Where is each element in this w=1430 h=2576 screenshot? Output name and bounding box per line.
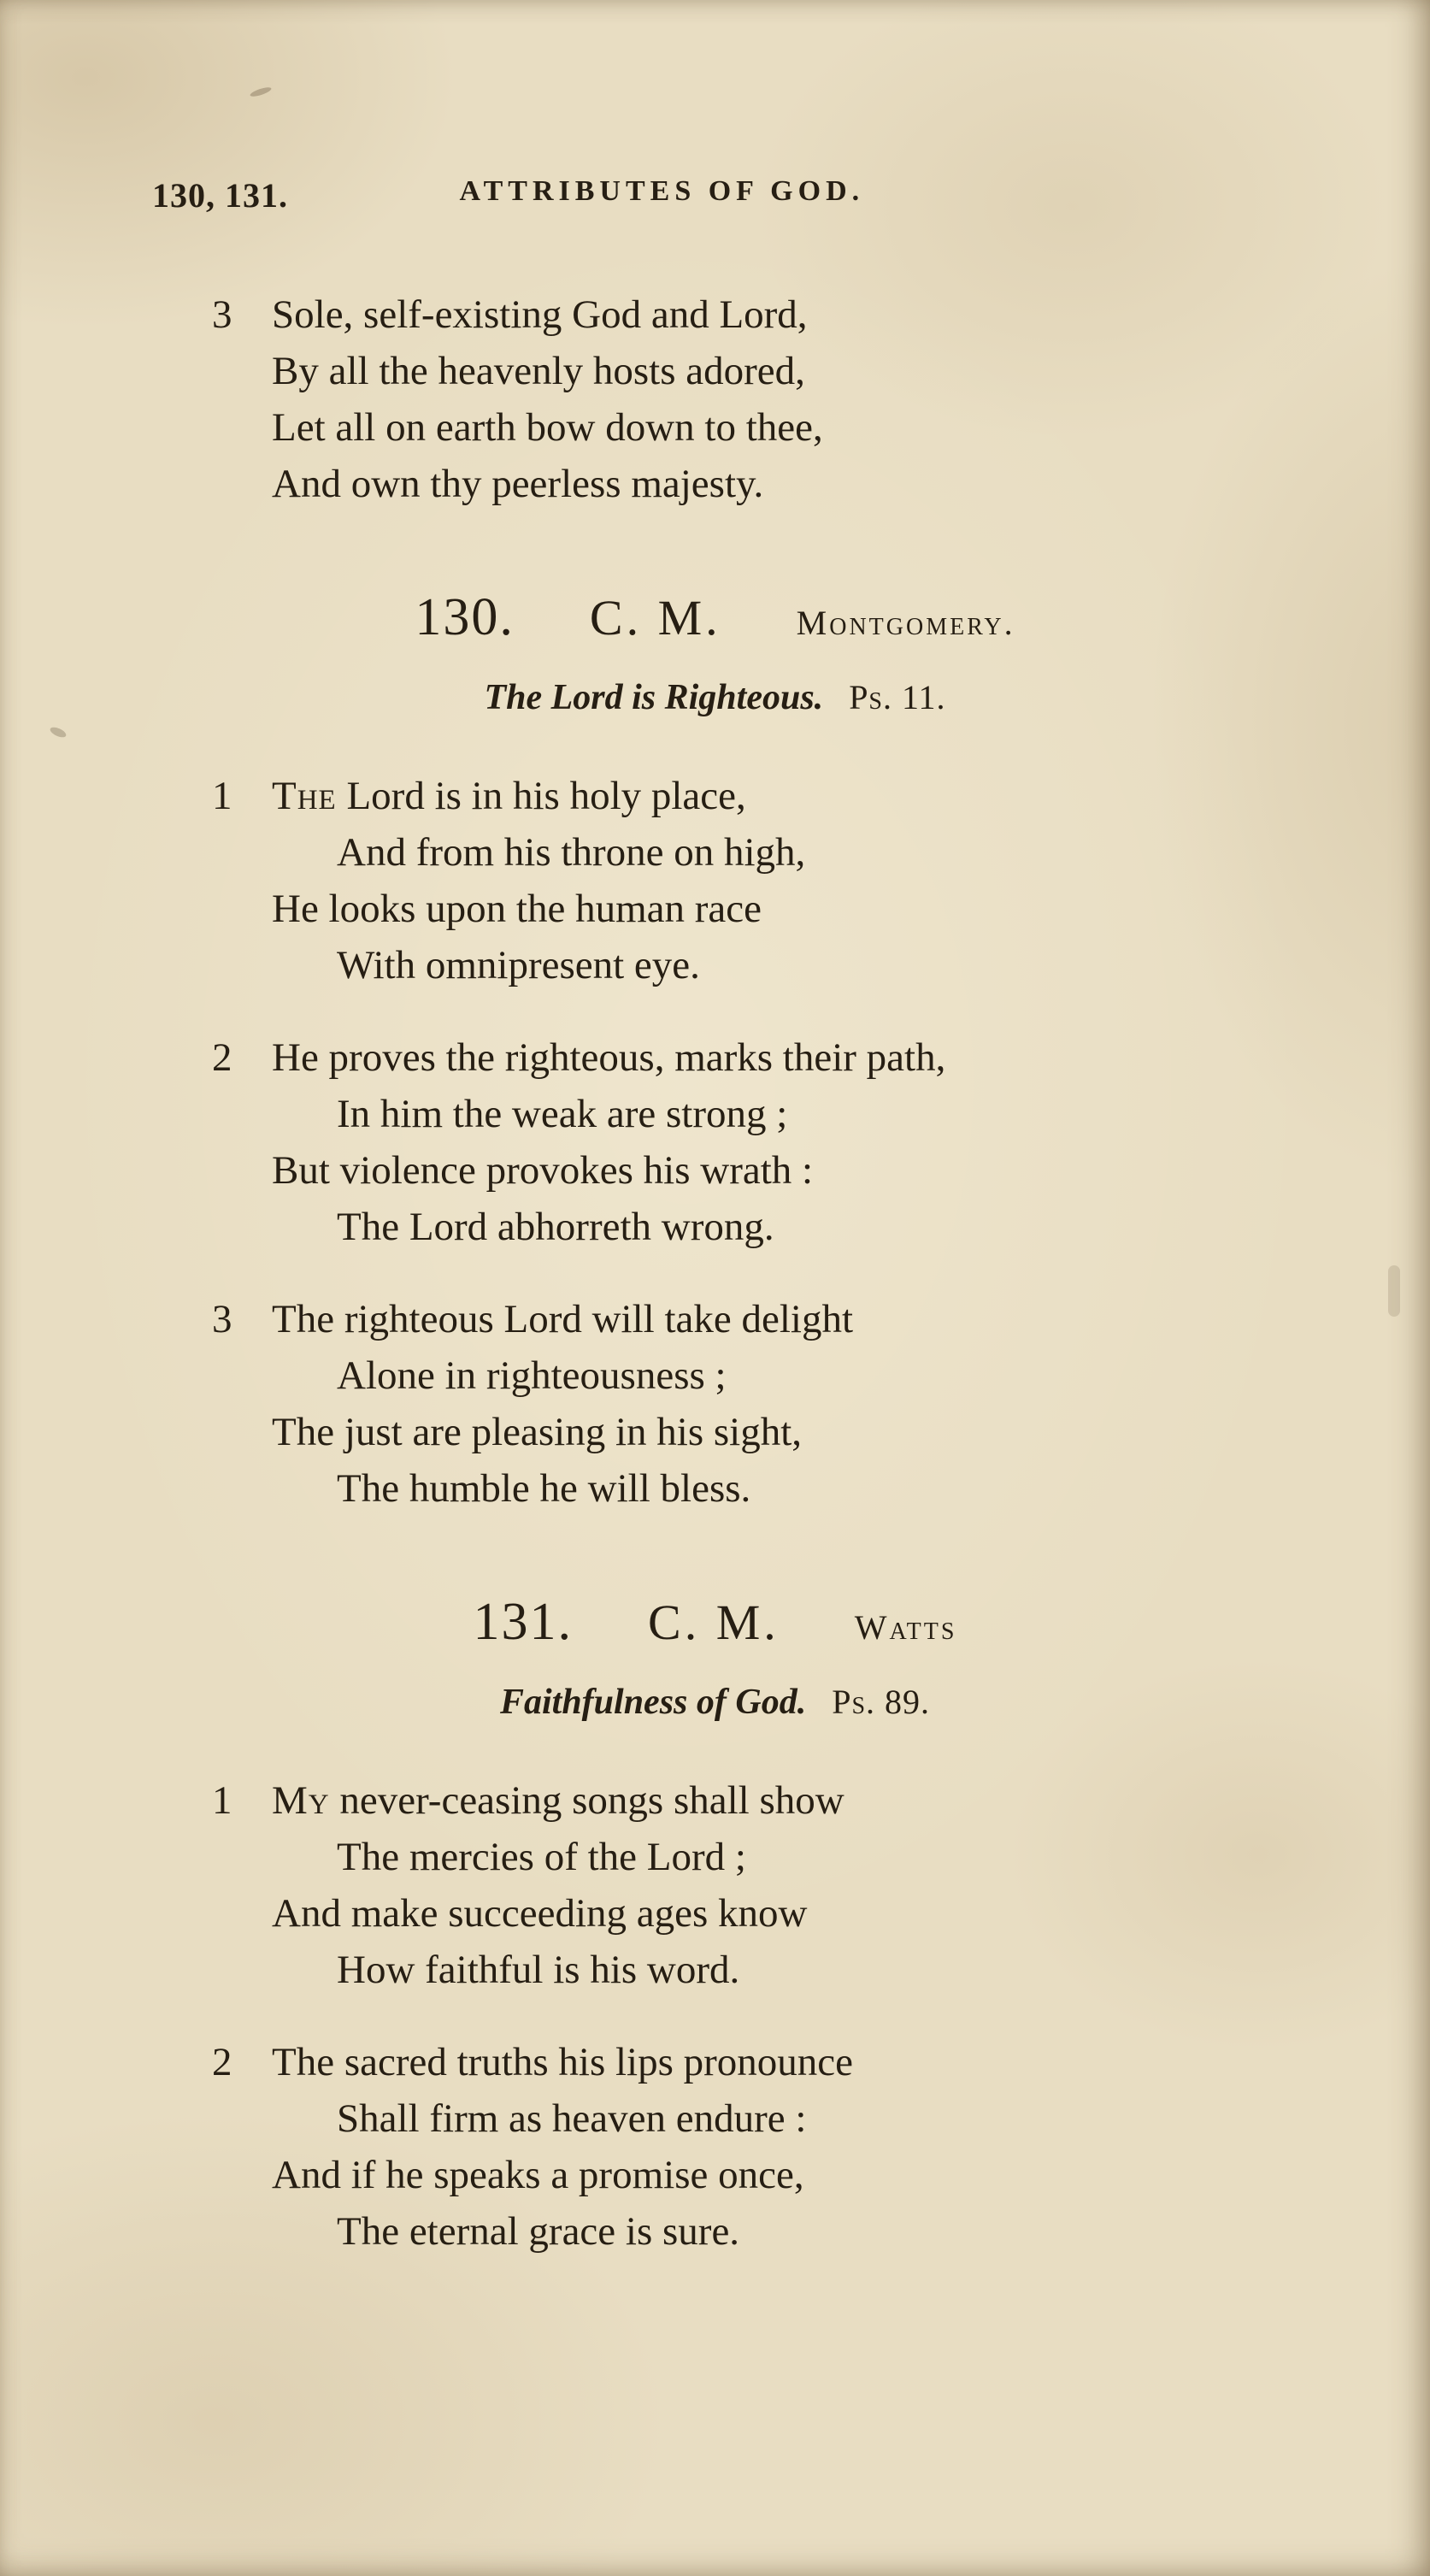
hymn-author: Watts (854, 1608, 957, 1647)
stanza-lines (272, 1291, 1430, 1517)
verse-line: The eternal grace is sure. (337, 2209, 740, 2254)
small-caps-lead-word: My (272, 1778, 330, 1823)
hymn-stanzas (0, 1772, 1430, 2260)
running-head (0, 175, 1430, 220)
hymn-meter: C. M. (589, 590, 721, 645)
stanza-lines (272, 286, 1430, 512)
stanza-lines (272, 2034, 1430, 2260)
verse-line: The Lord abhorreth wrong. (337, 1205, 774, 1249)
stanza-lines (272, 1772, 1430, 1998)
verse-line: He proves the righteous, marks their path, (272, 1035, 946, 1080)
verse-line: The Lord is in his holy place, (272, 774, 746, 818)
stanza-lines (272, 768, 1430, 993)
stanza-lines (272, 1029, 1430, 1255)
hymn-title: Faithfulness of God. (499, 1683, 807, 1722)
hymn-130 (0, 587, 1430, 1517)
running-title: ATTRIBUTES OF GOD. (459, 175, 865, 207)
verse-line: Sole, self-existing God and Lord, (272, 292, 808, 337)
hymn-stanzas (0, 768, 1430, 1517)
verse-line: Alone in righteousness ; (337, 1353, 727, 1398)
hymn-heading (0, 1592, 1430, 1653)
verse-line: The just are pleasing in his sight, (272, 1410, 803, 1454)
verse-line: By all the heavenly hosts adored, (272, 349, 805, 393)
verse-line: And if he speaks a promise once, (272, 2153, 804, 2197)
verse-line: Let all on earth bow down to thee, (272, 405, 823, 450)
page-edge-mark (1388, 1265, 1400, 1317)
hymn-131 (0, 1592, 1430, 2260)
verse-line: The righteous Lord will take delight (272, 1297, 854, 1341)
stanza (0, 1772, 1430, 1998)
verse-line: The humble he will bless. (337, 1466, 751, 1511)
verse-line: The sacred truths his lips pronounce (272, 2040, 854, 2084)
stanza (0, 1029, 1430, 1255)
page-blemish (250, 85, 273, 98)
stanza-number: 3 (212, 292, 232, 337)
hymn-heading (0, 587, 1430, 648)
stanza (0, 1291, 1430, 1517)
verse-line: And own thy peerless majesty. (272, 462, 764, 506)
verse-line: He looks upon the human race (272, 887, 762, 931)
hymn-title: The Lord is Righteous. (484, 678, 824, 717)
verse-line: And make succeeding ages know (272, 1891, 808, 1936)
verse-line: Shall firm as heaven endure : (337, 2096, 807, 2141)
small-caps-lead-word: The (272, 774, 337, 818)
verse-line: But violence provokes his wrath : (272, 1148, 814, 1193)
continued-stanza-section (0, 286, 1430, 512)
page-numbers: 130, 131. (152, 176, 288, 215)
scripture-reference: Ps. 89. (832, 1683, 931, 1721)
stanza (0, 768, 1430, 993)
verse-line: And from his throne on high, (337, 830, 806, 875)
verse-line: How faithful is his word. (337, 1948, 740, 1992)
verse-line: The mercies of the Lord ; (337, 1835, 746, 1879)
verse-line: My never-ceasing songs shall show (272, 1778, 844, 1823)
verse-line: In him the weak are strong ; (337, 1092, 788, 1136)
scripture-reference: Ps. 11. (849, 678, 946, 716)
stanza (0, 286, 1430, 512)
stanza-number: 2 (212, 2040, 232, 2084)
hymn-author: Montgomery. (796, 604, 1015, 642)
hymn-meter: C. M. (648, 1595, 780, 1650)
hymn-subtitle (0, 1682, 1430, 1723)
hymn-number: 131. (473, 1593, 574, 1651)
stanza-number: 1 (212, 1778, 232, 1823)
stanza-number: 1 (212, 774, 232, 818)
stanza-number: 3 (212, 1297, 232, 1341)
hymn-number: 130. (415, 588, 515, 646)
hymn-subtitle (0, 677, 1430, 718)
stanza (0, 2034, 1430, 2260)
verse-line: With omnipresent eye. (337, 943, 700, 987)
stanza-number: 2 (212, 1035, 232, 1080)
